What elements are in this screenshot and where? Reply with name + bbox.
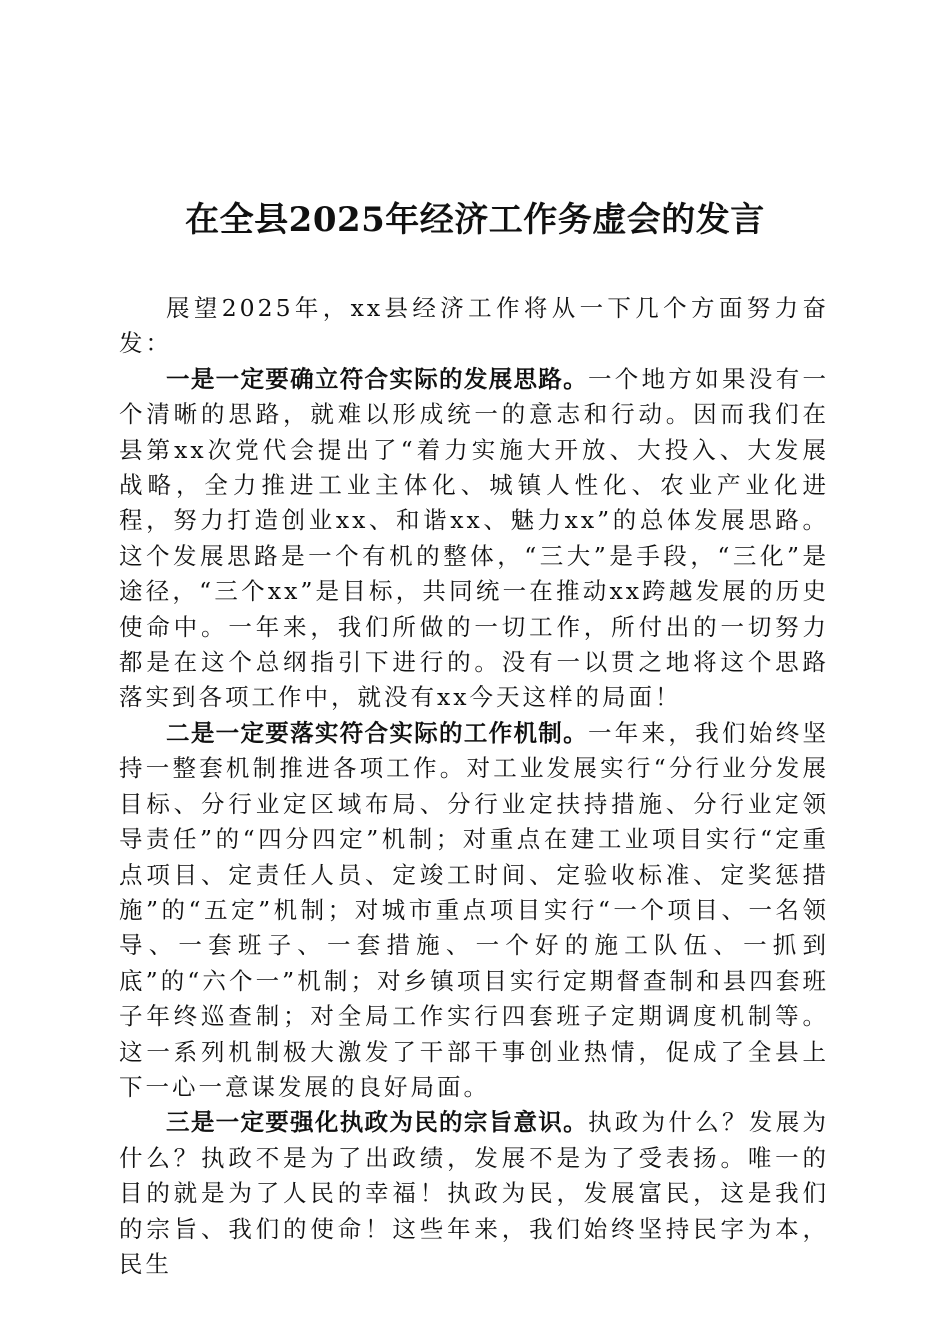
section-paragraph-3 (119, 1105, 829, 1282)
document-body (119, 291, 829, 1282)
document-title: 在全县2025年经济工作务虚会的发言 (185, 200, 765, 240)
section-paragraph-1 (119, 362, 829, 716)
section-lead-3: 三是一定要强化执政为民的宗旨意识。 (166, 1108, 588, 1137)
section-lead-2: 二是一定要落实符合实际的工作机制。 (166, 718, 588, 747)
section-text-1: 一个地方如果没有一个清晰的思路，就难以形成统一的意志和行动。因而我们在县第xx次党代会提出了“着力实施大开放、大投入、大发展战略，全力推进工业主体化、城镇人性化、农业产业化进程，努力打造创业xx、和谐xx、魅力xx”的总体发展思路。这个发展思路是一个有机的整体，“三大”是手段，“三化”是途径，“三个xx”是目标，共同统一在推动xx跨越发展的历史使命中。一年来，我们所做的一切工作，所付出的一切努力都是在这个总纲指引下进行的。没有一以贯之地将这个思路落实到各项工作中，就没有xx今天这样的局面！ (119, 364, 830, 712)
section-text-3: 执政为什么？发展为什么？执政不是为了出政绩，发展不是为了受表扬。唯一的目的就是为了人民的幸福！执政为民，发展富民，这是我们的宗旨、我们的使命！这些年来，我们始终坚持民字为本，民生 (119, 1108, 830, 1278)
section-text-2: 一年来，我们始终坚持一整套机制推进各项工作。对工业发展实行“分行业分发展目标、分行业定区域布局、分行业定扶持措施、分行业定领导责任”的“四分四定”机制；对重点在建工业项目实行“定重点项目、定责任人员、定竣工时间、定验收标准、定奖惩措施”的“五定”机制；对城市重点项目实行“一个项目、一名领导、一套班子、一套措施、一个好的施工队伍、一抓到底”的“六个一”机制；对乡镇项目实行定期督查制和县四套班子年终巡查制；对全局工作实行四套班子定期调度机制等。这一系列机制极大激发了干部干事创业热情，促成了全县上下一心一意谋发展的良好局面。 (119, 718, 830, 1101)
section-lead-1: 一是一定要确立符合实际的发展思路。 (166, 364, 588, 393)
intro-paragraph: 展望2025年，xx县经济工作将从一下几个方面努力奋发： (119, 294, 829, 358)
section-paragraph-2 (119, 716, 829, 1105)
